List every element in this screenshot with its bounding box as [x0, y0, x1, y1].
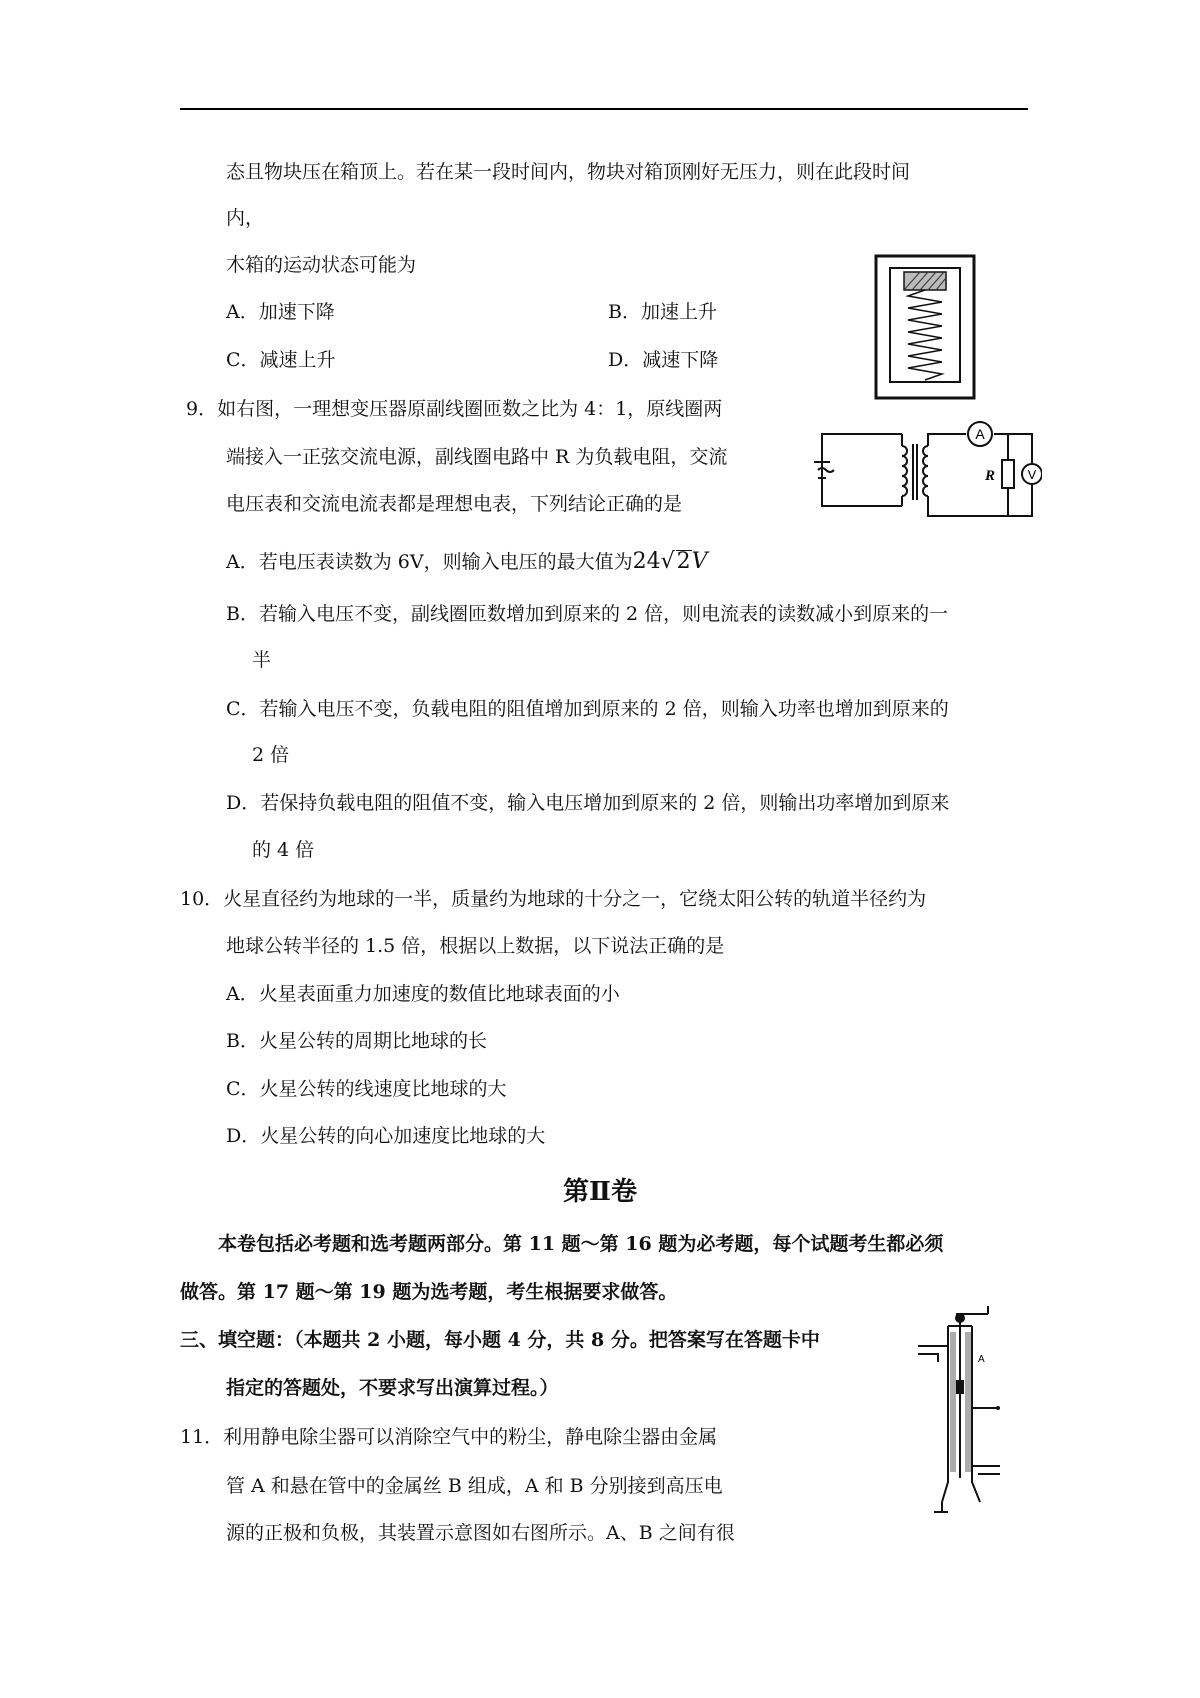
section-3-heading-line-1: 三、填空题：（本题共 2 小题，每小题 4 分，共 8 分。把答案写在答题卡中	[180, 1329, 820, 1351]
q9-option-d-line-1: D．若保持负载电阻的阻值不变，输入电压增加到原来的 2 倍，则输出功率增加到原来	[226, 792, 950, 814]
q10-option-d: D．火星公转的向心加速度比地球的大	[226, 1125, 546, 1147]
q9-option-a-text: A．若电压表读数为 6V，则输入电压的最大值为	[226, 551, 633, 573]
q8-line-3: 木箱的运动状态可能为	[226, 254, 417, 276]
q10-option-c: C．火星公转的线速度比地球的大	[226, 1078, 507, 1100]
q9-option-c-line-2: 2 倍	[252, 744, 290, 766]
part-2-intro-line-2: 做答。第 17 题～第 19 题为选考题，考生根据要求做答。	[180, 1281, 678, 1303]
q9-option-b-line-2: 半	[252, 649, 272, 671]
q10-option-b: B．火星公转的周期比地球的长	[226, 1030, 487, 1052]
q9-option-a-formula: 24√2V	[632, 549, 708, 574]
q11-line-1: 11．利用静电除尘器可以消除空气中的粉尘，静电除尘器由金属	[180, 1426, 718, 1448]
q9-line-1: 9．如右图，一理想变压器原副线圈匝数之比为 4：1，原线圈两	[186, 398, 723, 420]
q9-line-2: 端接入一正弦交流电源，副线圈电路中 R 为负载电阻，交流	[226, 446, 728, 468]
resistor-label: R	[984, 468, 996, 484]
q10-line-2: 地球公转半径的 1.5 倍，根据以上数据，以下说法正确的是	[226, 935, 725, 957]
q10-option-a: A．火星表面重力加速度的数值比地球表面的小	[226, 983, 620, 1005]
q8-option-b: B．加速上升	[608, 301, 717, 323]
q8-option-a: A．加速下降	[226, 301, 335, 323]
q8-option-d: D．减速下降	[608, 349, 719, 371]
q9-option-c-line-1: C．若输入电压不变，负载电阻的阻值增加到原来的 2 倍，则输入功率也增加到原来的	[226, 698, 949, 720]
box-spring-figure	[874, 254, 976, 400]
part-2-intro-line-1: 本卷包括必考题和选考题两部分。第 11 题～第 16 题为必考题，每个试题考生都必须	[218, 1233, 944, 1255]
precipitator-figure	[908, 1302, 1016, 1518]
part-2-title: 第Ⅱ卷	[563, 1177, 637, 1207]
q9-line-3: 电压表和交流电流表都是理想电表，下列结论正确的是	[226, 493, 683, 515]
q9-option-d-line-2: 的 4 倍	[252, 839, 315, 861]
q11-line-3: 源的正极和负极，其装置示意图如右图所示。A、B 之间有很	[226, 1522, 735, 1544]
q10-line-1: 10．火星直径约为地球的一半，质量约为地球的十分之一，它绕太阳公转的轨道半径约为	[180, 888, 927, 910]
q8-line-1: 态且物块压在箱顶上。若在某一段时间内，物块对箱顶刚好无压力，则在此段时间	[226, 161, 911, 183]
q8-line-2: 内，	[226, 207, 265, 229]
voltmeter-label: V	[1027, 467, 1037, 482]
tube-a-label: A	[978, 1354, 985, 1365]
q9-option-a	[226, 550, 708, 574]
ammeter-label: A	[975, 426, 985, 442]
q8-option-c: C．减速上升	[226, 349, 336, 371]
q9-option-b-line-1: B．若输入电压不变，副线圈匝数增加到原来的 2 倍，则电流表的读数减小到原来的一	[226, 603, 949, 625]
q11-line-2: 管 A 和悬在管中的金属丝 B 组成，A 和 B 分别接到高压电	[226, 1475, 723, 1497]
formula-unit: V	[691, 549, 708, 574]
section-3-heading-line-2: 指定的答题处，不要求写出演算过程。）	[226, 1377, 559, 1399]
formula-radicand: 2	[676, 549, 691, 574]
header-rule	[180, 108, 1028, 110]
formula-coefficient: 24	[632, 549, 661, 574]
transformer-circuit-figure	[810, 410, 1042, 520]
